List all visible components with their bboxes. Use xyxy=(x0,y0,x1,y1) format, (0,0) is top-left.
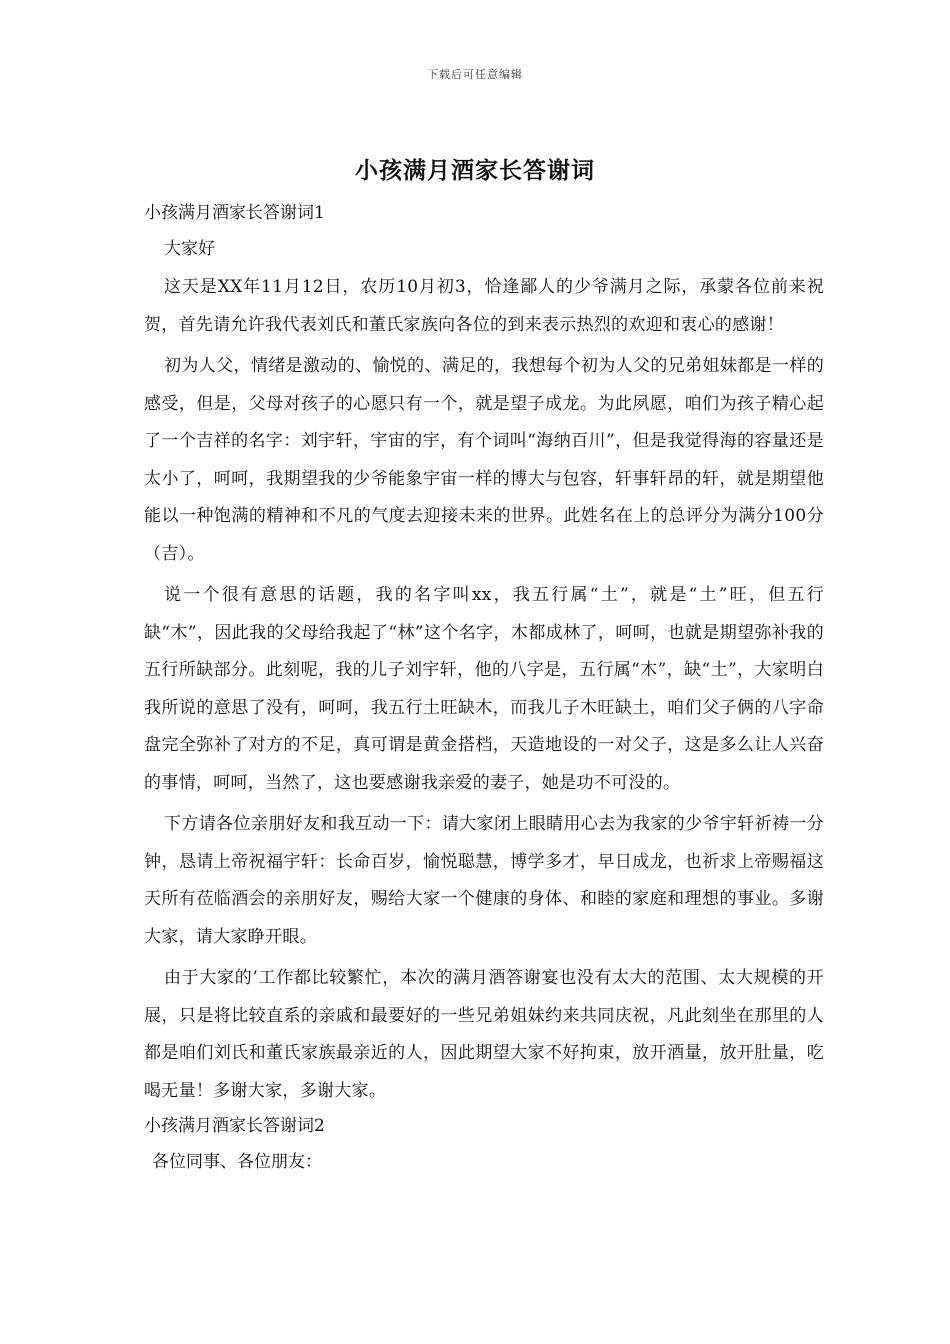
paragraph: 初为人父，情绪是激动的、愉悦的、满足的，我想每个初为人父的兄弟姐妹都是一样的感受，但是，父母对孩子的心愿只有一个，就是望子成龙。为此夙愿，咱们为孩子精心起了一个吉祥的名字：刘宇轩，宇宙的宇，有个词叫“海纳百川”，但是我觉得海的容量还是太小了，呵呵，我期望我的少爷能象宇宙一样的博大与包容，轩事轩昂的轩，就是期望他能以一种饱满的精神和不凡的气度去迎接未来的世界。此姓名在上的总评分为满分100分（吉）。 xyxy=(144,356,824,564)
header-note: 下载后可任意编辑 xyxy=(427,68,523,81)
section-heading-1: 小孩满月酒家长答谢词1 xyxy=(144,203,325,223)
document-title: 小孩满月酒家长答谢词 xyxy=(355,157,595,184)
greeting-2: 各位同事、各位朋友： xyxy=(152,1152,322,1172)
paragraph: 由于大家的’工作都比较繁忙，本次的满月酒答谢宴也没有太大的范围、太大规模的开展，只是将比较直系的亲戚和最要好的一些兄弟姐妹约来共同庆祝，凡此刻坐在那里的人都是咱们刘氏和董氏家族最亲近的人，因此期望大家不好拘束，放开酒量，放开肚量，吃喝无量！多谢大家，多谢大家。 xyxy=(144,968,824,1101)
paragraph: 这天是XX年11月12日，农历10月初3，恰逢鄙人的少爷满月之际，承蒙各位前来祝贺，首先请允许我代表刘氏和董氏家族向各位的到来表示热烈的欢迎和衷心的感谢！ xyxy=(144,277,824,335)
paragraph: 说一个很有意思的话题，我的名字叫xx，我五行属“土”，就是“土”旺，但五行缺“木”，因此我的父母给我起了“林”这个名字，木都成林了，呵呵，也就是期望弥补我的五行所缺部分。此刻呢，我的儿子刘宇轩，他的八字是，五行属“木”，缺“土”，大家明白我所说的意思了没有，呵呵，我五行土旺缺木，而我儿子木旺缺土，咱们父子俩的八字命盘完全弥补了对方的不足，真可谓是黄金搭档，天造地设的一对父子，这是多么让人兴奋的事情，呵呵，当然了，这也要感谢我亲爱的妻子，她是功不可没的。 xyxy=(144,585,824,793)
paragraph: 下方请各位亲朋好友和我互动一下：请大家闭上眼睛用心去为我家的少爷宇轩祈祷一分钟，恳请上帝祝福宇轩：长命百岁，愉悦聪慧，博学多才，早日成龙，也祈求上帝赐福这天所有莅临酒会的亲朋好友，赐给大家一个健康的身体、和睦的家庭和理想的事业。多谢大家，请大家睁开眼。 xyxy=(144,814,824,947)
document-body xyxy=(144,197,824,1180)
section-heading-2: 小孩满月酒家长答谢词2 xyxy=(144,1116,325,1136)
greeting-1: 大家好 xyxy=(164,239,215,259)
